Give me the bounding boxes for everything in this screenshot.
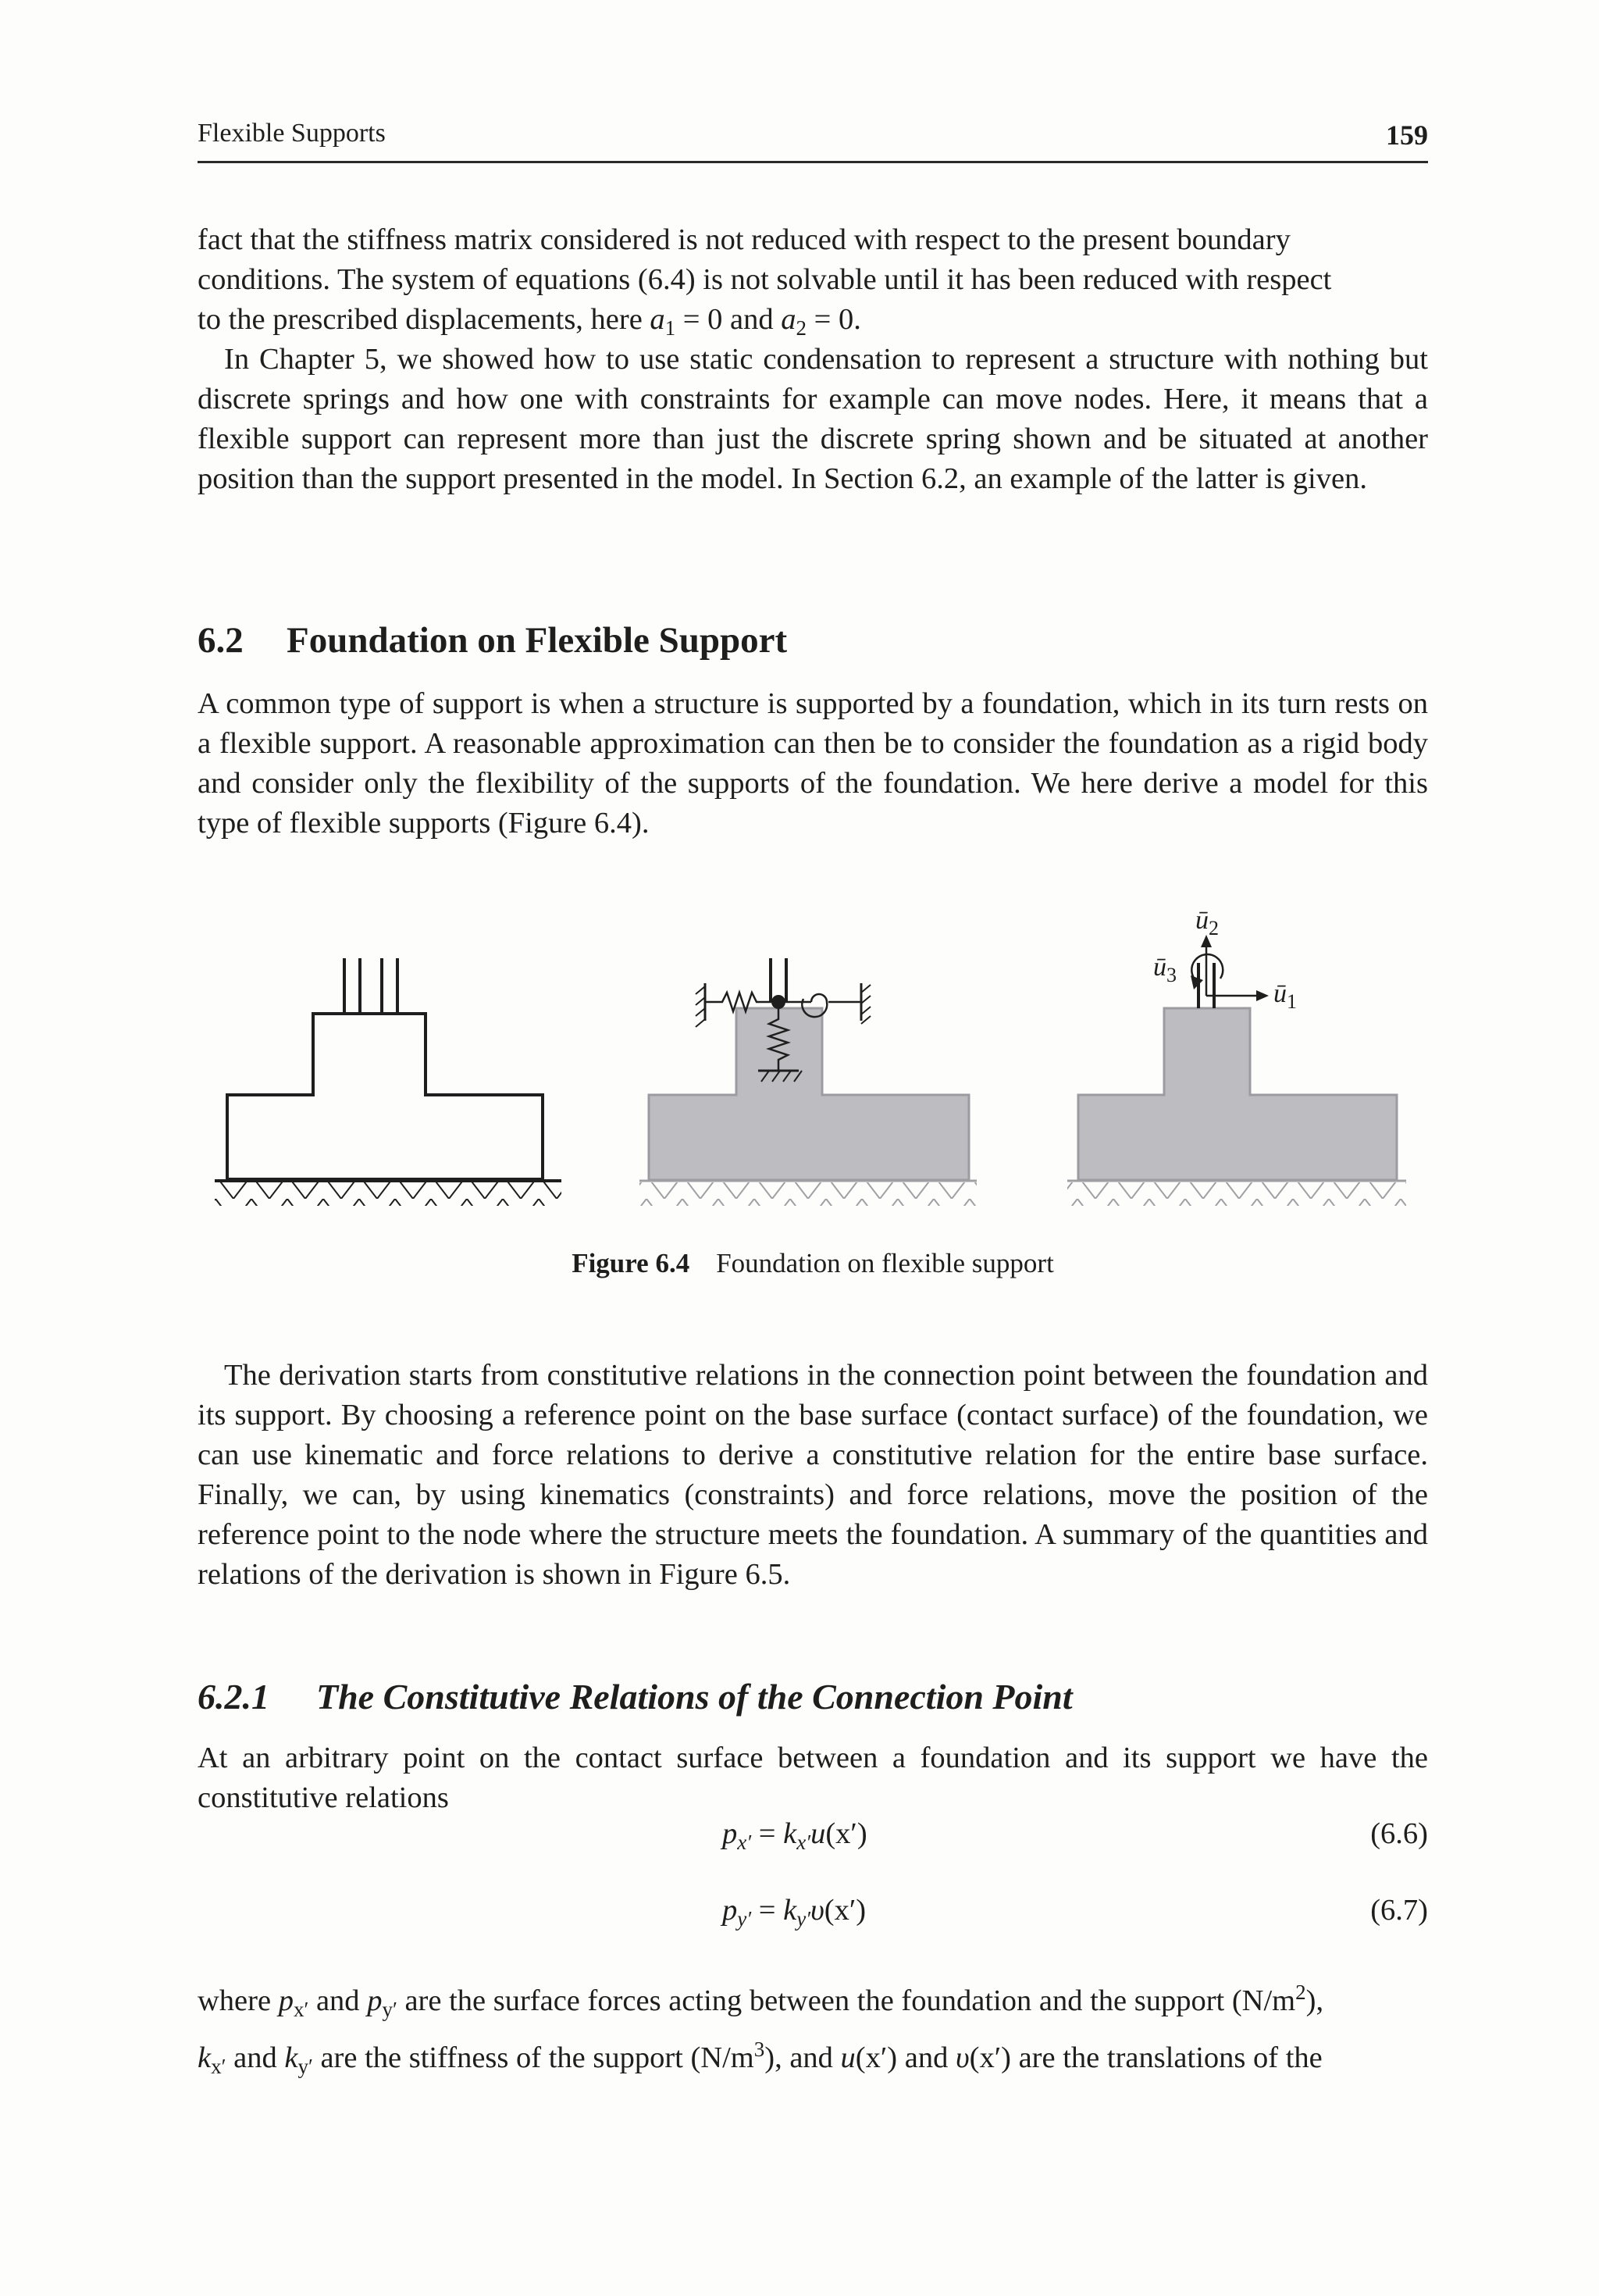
paragraph-continued — [198, 220, 1428, 348]
paragraph-foundation-intro: A common type of support is when a structure is supported by a foundation, which in its turn rests on a flexible support. A reasonable approximation can then be to consider the foundation as a rigid body and consider only the flexibility of the supports of the foundation. We here derive a model for this type of flexible supports (Figure 6.4). — [198, 687, 1428, 840]
running-header — [198, 117, 1428, 163]
paragraph-where — [198, 1973, 1428, 2087]
figure-caption — [198, 1248, 1428, 1279]
label-u1: $ū_1$ — [1273, 979, 1297, 1013]
equation-number: (6.7) — [1370, 1894, 1428, 1927]
paragraph-constitutive-intro: At an arbitrary point on the contact surface between a foundation and its support we have the constitutive relations — [198, 1742, 1428, 1814]
text-line: to the prescribed displacements, here $a_1 = 0$ and $a_2 = 0$. — [198, 303, 861, 340]
foundation-springs-drawing — [639, 958, 977, 1206]
text-line: where $p_{x'}$ and $p_{y'}$ are the surface forces acting between the foundation and the support $(N/m^2)$, — [198, 1980, 1324, 2021]
figure-caption-text: Foundation on flexible support — [716, 1248, 1054, 1278]
figure-foundation-diagram — [198, 894, 1428, 1253]
label-u2: $ū_2$ — [1195, 906, 1219, 939]
equation-6-7 — [198, 1893, 1428, 1935]
page-number: 159 — [1386, 119, 1428, 151]
running-title: Flexible Supports — [198, 119, 386, 148]
foundation-displacements-drawing — [1067, 906, 1406, 1206]
equation-6-6 — [198, 1816, 1428, 1859]
equation-expression: $p_{x'} = k_{x'}u(x')$ — [722, 1817, 867, 1854]
text-line: conditions. The system of equations (6.4) is not solvable until it has been reduced with respect — [198, 263, 1332, 296]
foundation-outline-drawing — [215, 958, 561, 1206]
equation-expression: $p_{y'} = k_{y'}\upsilon(x')$ — [722, 1894, 867, 1931]
paragraph-chapter5: In Chapter 5, we showed how to use static condensation to represent a structure with nothing but discrete springs and how one with constraints for example can move nodes. Here, it means that a flexible support can represent more than just the discrete spring shown and be situated at another position than the support presented in the model. In Section 6.2, an example of the latter is given. — [198, 343, 1428, 495]
text-line: fact that the stiffness matrix considered is not reduced with respect to the present boundary — [198, 223, 1291, 256]
section-heading-6-2: 6.2 Foundation on Flexible Support — [198, 620, 788, 661]
section-heading-6-2-1: 6.2.1 The Constitutive Relations of the Connection Point — [198, 1677, 1073, 1717]
label-u3: $ū_3$ — [1153, 953, 1177, 986]
paragraph-derivation: The derivation starts from constitutive relations in the connection point between the foundation and its support. By choosing a reference point on the base surface (contact surface) of the foundation, we can use kinematic and force relations to derive a constitutive relation for the entire base surface. Finally, we can, by using kinematics (constraints) and force relations, move the position of the reference point to the node where the structure meets the foundation. A summary of the quantities and relations of the derivation is shown in Figure 6.5. — [198, 1359, 1428, 1591]
figure-foundation — [198, 894, 1428, 1253]
equation-number: (6.6) — [1370, 1817, 1428, 1850]
text-line: $k_{x'}$ and $k_{y'}$ are the stiffness of the support $(N/m^3)$, and u(x′) and υ(x′) are the translations of the — [198, 2038, 1323, 2078]
figure-label: Figure 6.4 — [572, 1248, 690, 1278]
